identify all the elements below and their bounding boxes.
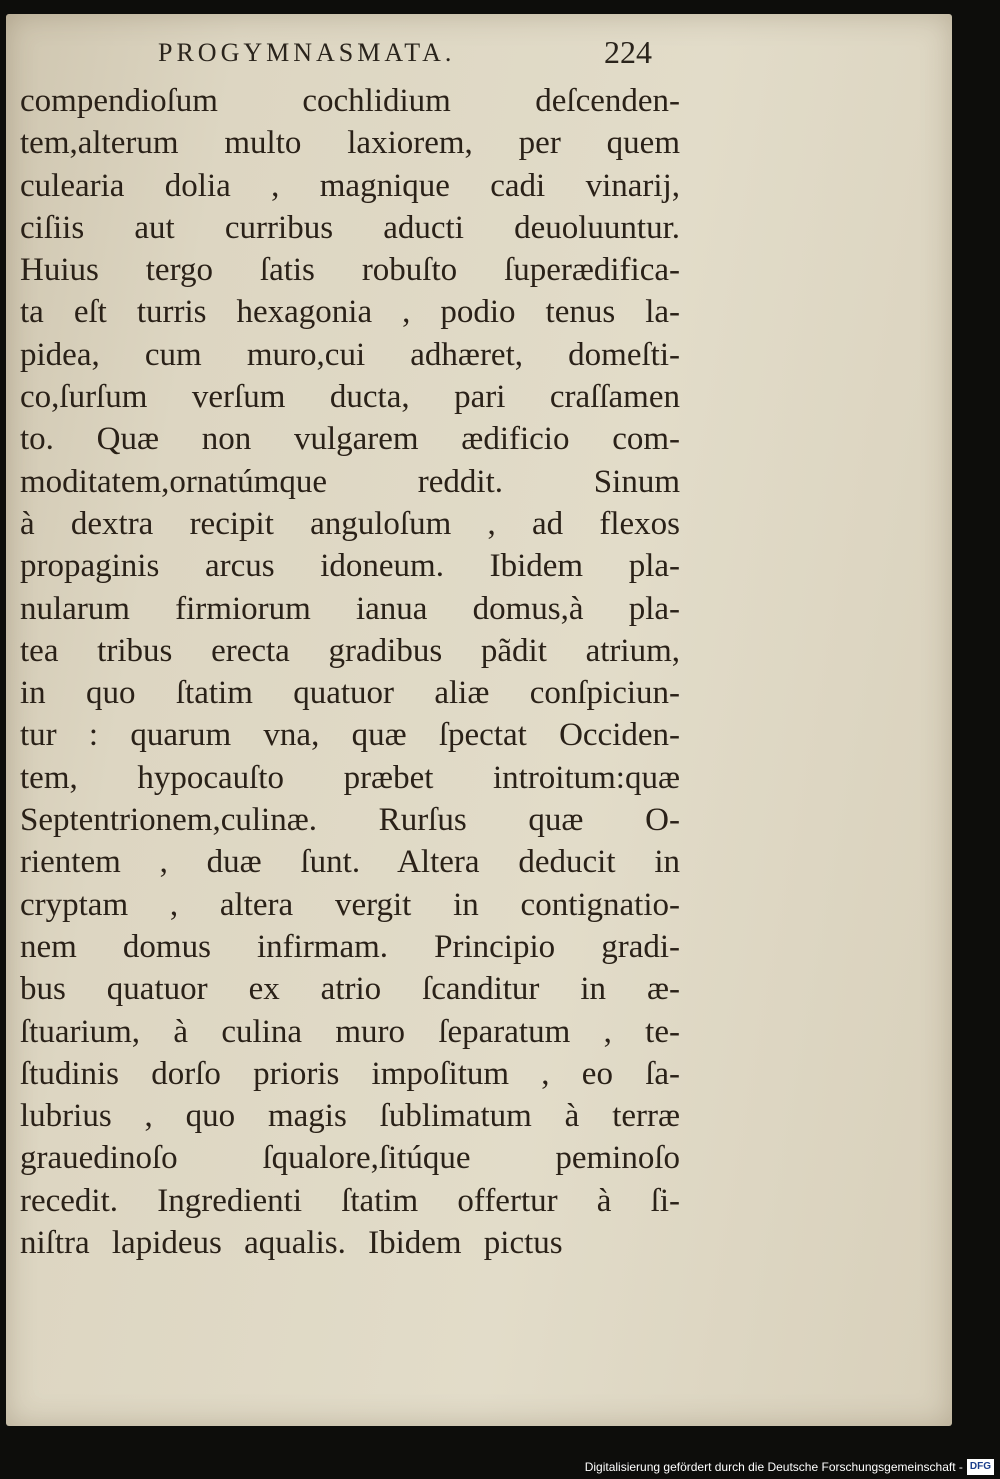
running-title: PROGYMNASMATA. [158, 38, 456, 67]
text-line: rientem , duæ ſunt. Altera deducit in [20, 844, 680, 881]
digitization-credit [585, 1457, 994, 1477]
credit-text: Digitalisierung gefördert durch die Deutsche Forschungsgemeinschaft - [584, 1460, 963, 1474]
text-line: nem domus infirmam. Principio gradi- [20, 928, 680, 965]
text-line: ſtuarium, à culina muro ſeparatum , te- [20, 1013, 680, 1050]
text-line: grauedinoſo ſqualore,ſitúque peminoſo [20, 1140, 680, 1177]
text-line: cryptam , altera vergit in contignatio- [20, 886, 680, 923]
text-line: bus quatuor ex atrio ſcanditur in æ- [20, 971, 680, 1008]
text-line: compendioſum cochlidium deſcenden- [20, 83, 680, 119]
text-line: ta eſt turris hexagonia , podio tenus la- [20, 294, 680, 331]
text-line: tur : quarum vna, quæ ſpectat Occiden- [20, 717, 680, 754]
text-line: recedit. Ingredienti ſtatim offertur à ſi- [20, 1182, 680, 1219]
text-line: to. Quæ non vulgarem ædificio com- [20, 421, 680, 458]
text-line: Septentrionem,culinæ. Rurſus quæ O- [20, 802, 680, 839]
text-line: tem, hypocauſto præbet introitum:quæ [20, 759, 680, 796]
text-line: Huius tergo ſatis robuſto ſuperædifica- [20, 252, 680, 289]
text-line: moditatem,ornatúmque reddit. Sinum [20, 463, 680, 500]
text-line: propaginis arcus idoneum. Ibidem pla- [20, 548, 680, 585]
text-line: lubrius , quo magis ſublimatum à terræ [20, 1098, 680, 1135]
page-number: 224 [604, 34, 652, 70]
text-line: in quo ſtatim quatuor aliæ conſpiciun- [20, 675, 680, 712]
body-text [20, 80, 680, 1264]
text-line: niſtra lapideus aqualis. Ibidem pictus [20, 1225, 563, 1262]
running-head [6, 34, 952, 78]
text-line: pidea, cum muro,cui adhæret, domeſti- [20, 336, 680, 373]
text-line: ſtudinis dorſo prioris impoſitum , eo ſa- [20, 1055, 680, 1092]
text-line: nularum firmiorum ianua domus,à pla- [20, 590, 680, 627]
text-line: culearia dolia , magnique cadi vinarij, [20, 167, 680, 204]
text-line: à dextra recipit anguloſum , ad flexos [20, 505, 680, 542]
text-line: tem,alterum multo laxiorem, per quem [20, 125, 680, 162]
text-line: co,ſurſum verſum ducta, pari craſſamen [20, 379, 680, 416]
dfg-logo: DFG [967, 1459, 994, 1475]
text-line: tea tribus erecta gradibus pãdit atrium, [20, 632, 680, 669]
book-page [6, 14, 952, 1426]
text-line: ciſiis aut curribus aducti deuoluuntur. [20, 209, 680, 246]
